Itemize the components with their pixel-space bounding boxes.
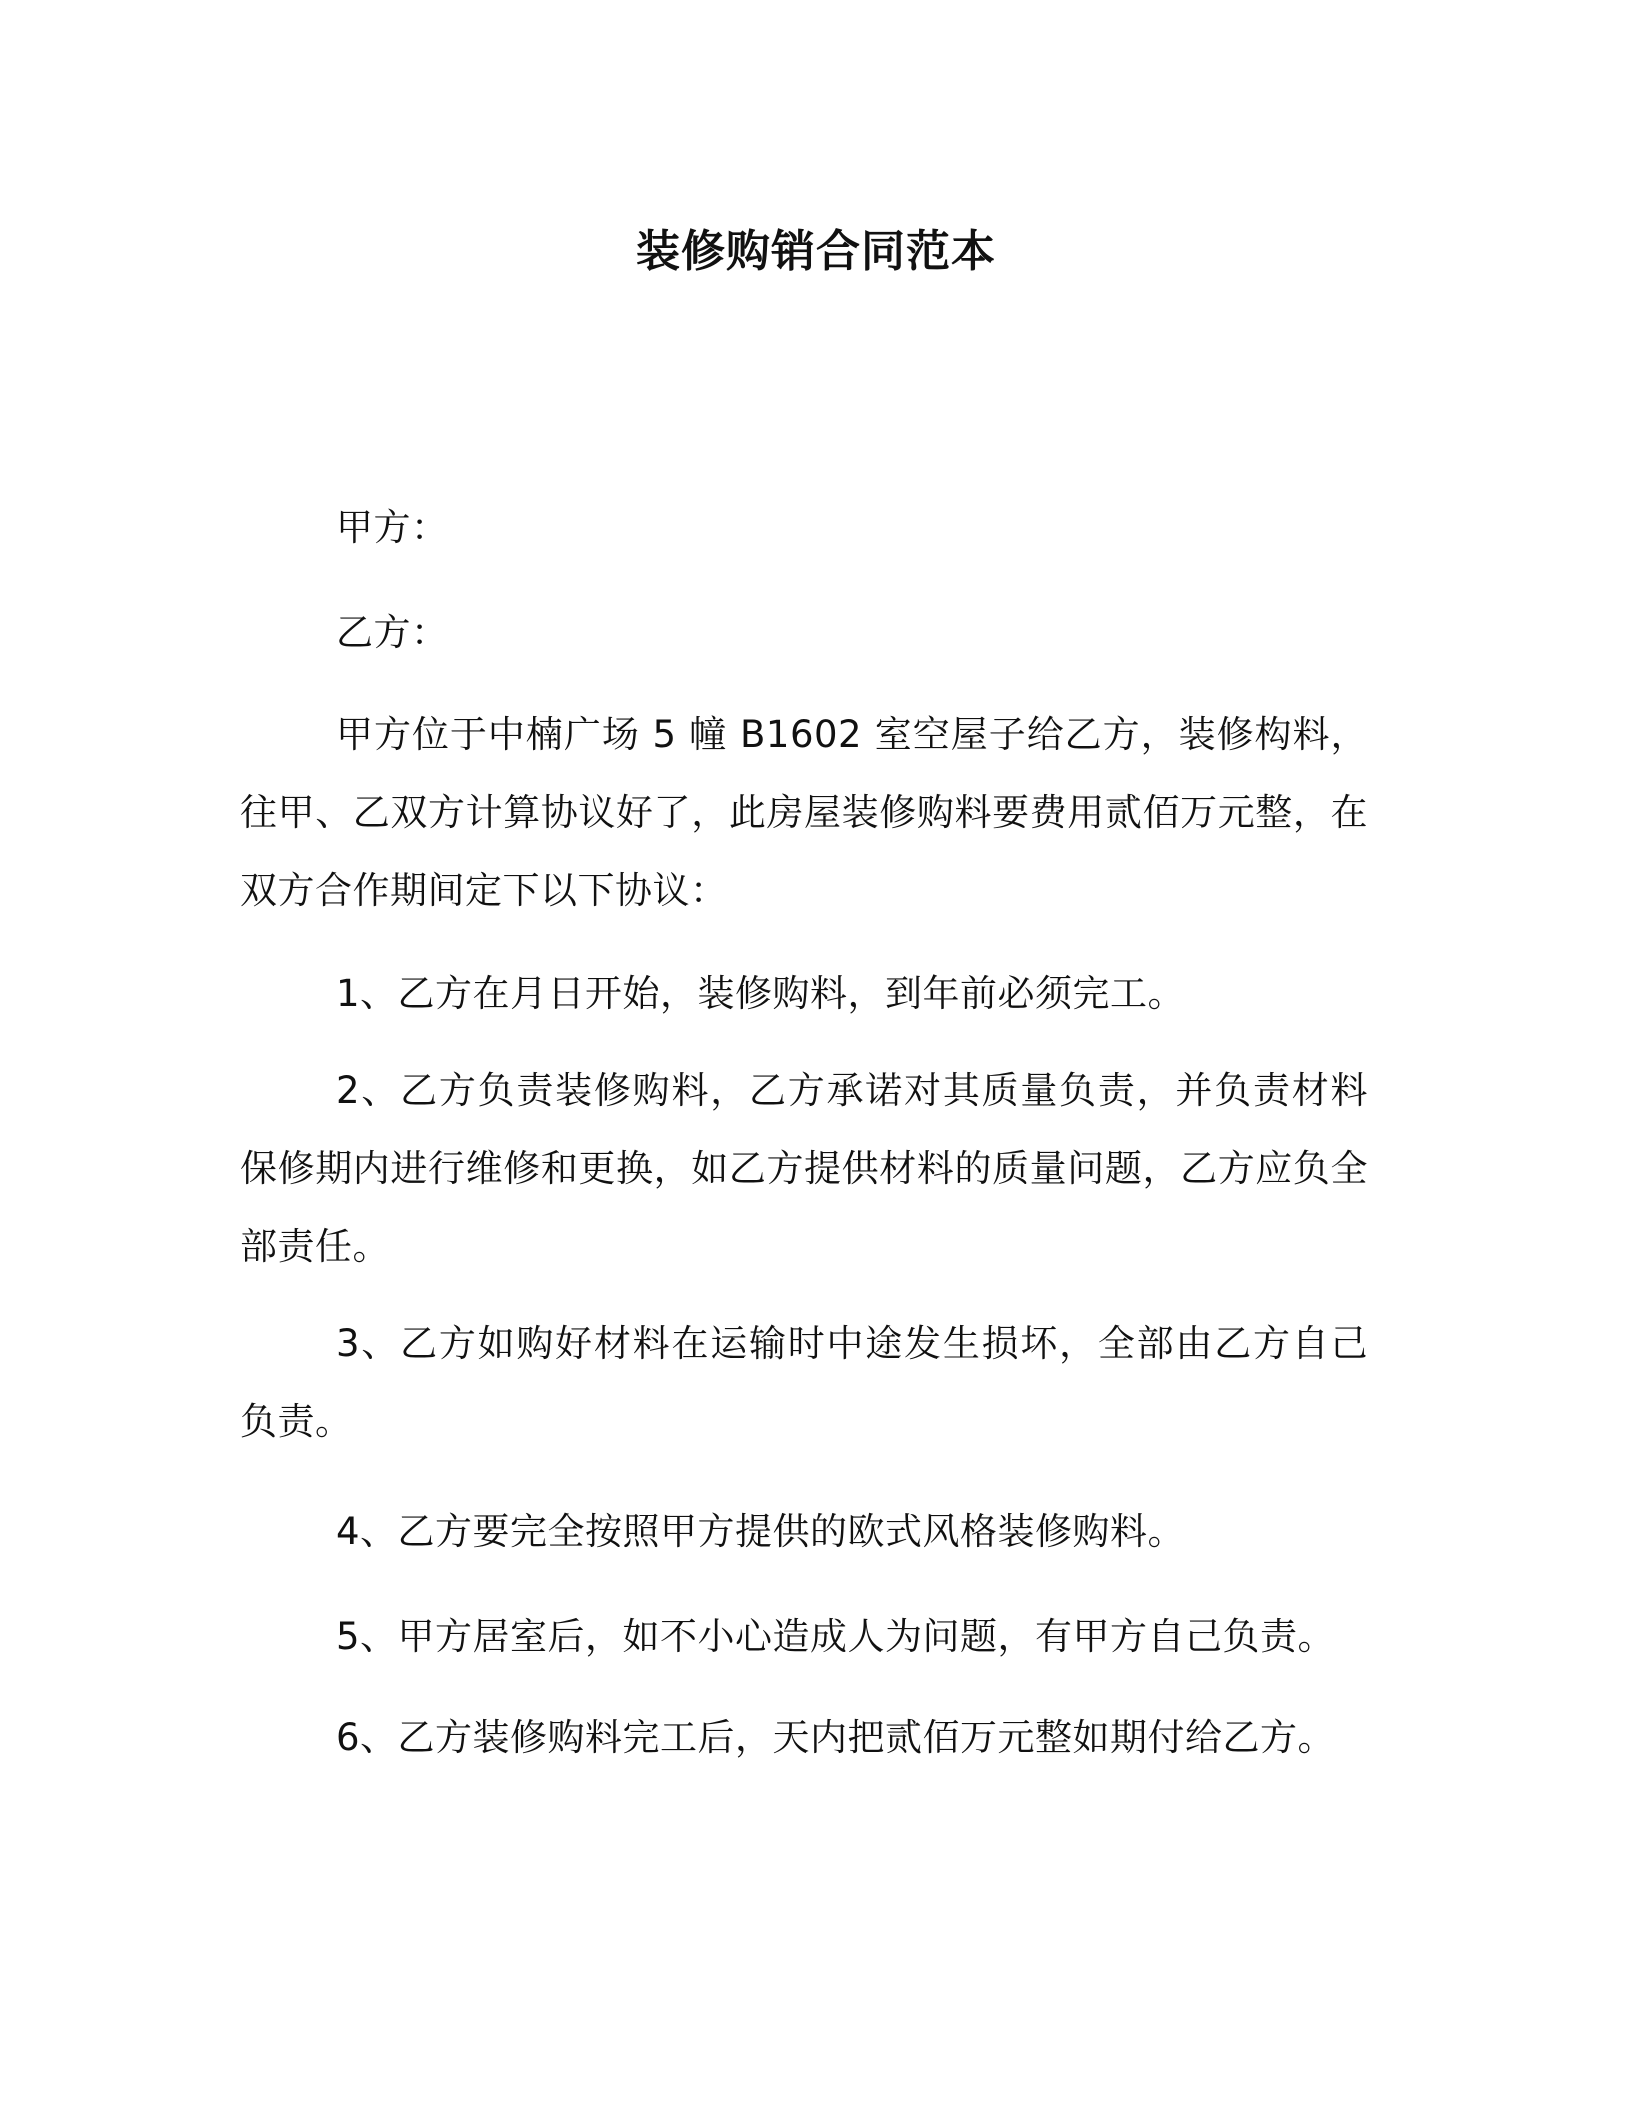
clause-6: 6、乙方装修购料完工后，天内把贰佰万元整如期付给乙方。: [336, 1716, 1336, 1759]
intro-paragraph: 甲方位于中楠广场 5 幢 B1602 室空屋子给乙方，装修构料，往甲、乙双方计算协议好了，此房屋装修购料要费用贰佰万元整，在双方合作期间定下以下协议：: [240, 713, 1368, 912]
clause-1: 1、乙方在月日开始，装修购料，到年前必须完工。: [336, 972, 1186, 1015]
party-a-label: 甲方：: [336, 506, 449, 549]
clause-5: 5、甲方居室后，如不小心造成人为问题，有甲方自己负责。: [336, 1615, 1336, 1658]
party-b-label: 乙方：: [336, 611, 449, 654]
clause-3: 3、乙方如购好材料在运输时中途发生损坏，全部由乙方自己负责。: [240, 1322, 1368, 1443]
document-title: 装修购销合同范本: [636, 226, 996, 277]
clause-4: 4、乙方要完全按照甲方提供的欧式风格装修购料。: [336, 1510, 1186, 1553]
clause-2: 2、乙方负责装修购料，乙方承诺对其质量负责，并负责材料保修期内进行维修和更换，如乙方提供材料的质量问题，乙方应负全部责任。: [240, 1069, 1368, 1268]
